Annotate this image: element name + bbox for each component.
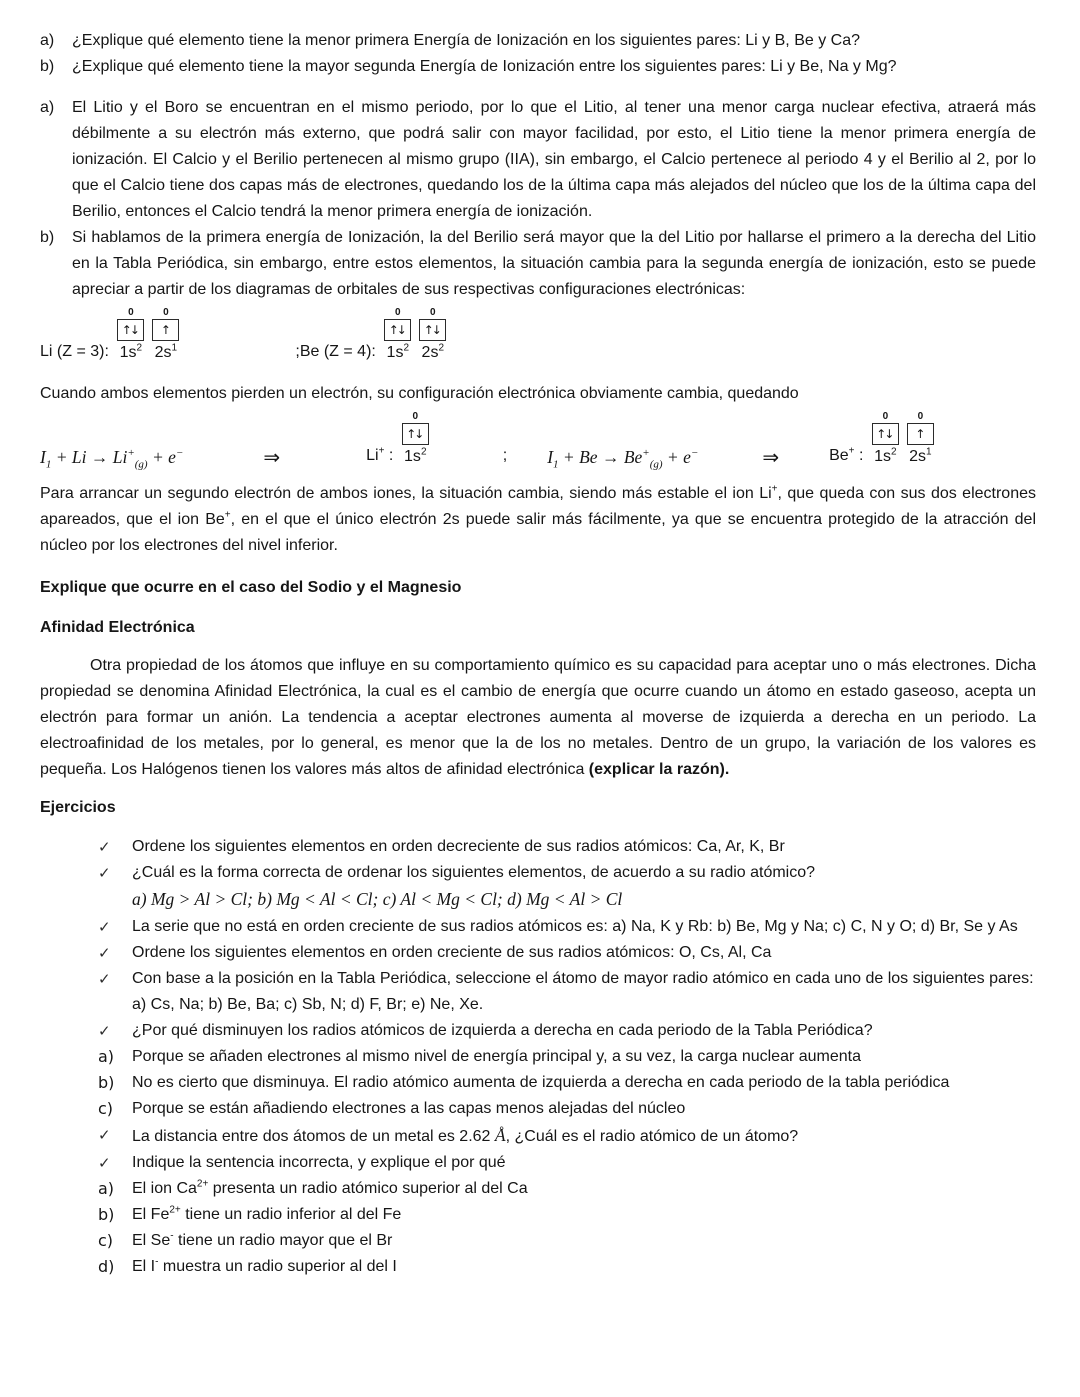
item-bullet: b): [98, 1205, 115, 1224]
li-ionization-equation: $I_1 + Li \to Li^+_{(g)} + e^-$: [40, 447, 184, 471]
list-row: [40, 54, 1036, 80]
electron-count-label: 0: [128, 307, 134, 318]
li-ion-config: [366, 411, 433, 469]
answer-list: [40, 95, 1036, 303]
exercise-item: [40, 834, 1036, 860]
question-list: [40, 28, 1036, 80]
item-bullet: d): [98, 1257, 115, 1276]
check-icon: ✓: [98, 918, 111, 936]
item-text: El ion $Ca^{2+}$ presenta un radio atómico superior al del Ca: [132, 1178, 528, 1197]
orbital-box: ↑↓: [419, 319, 446, 341]
check-icon: ✓: [98, 1154, 111, 1172]
row-text: Si hablamos de la primera energía de Ionización, la del Berilio será mayor que la del Litio por hallarse el primero a la derecha del Litio en la Tabla Periódica, sin embargo, entre estos elementos, la situación cambia para la segunda energía de ionización, esto se puede apreciar a partir de los diagramas de orbitales de sus respectivas configuraciones electrónicas:: [72, 229, 1036, 298]
config-prefix: Li (Z = 3):: [40, 343, 114, 360]
orbital: [152, 307, 179, 365]
config-prefix: Be (Z = 4):: [299, 343, 381, 360]
be-ion-config: [829, 411, 938, 469]
be-config-diagram: [300, 307, 450, 365]
exercise-item: [40, 886, 1036, 914]
orbital: [872, 411, 899, 469]
item-bullet: a): [98, 1179, 115, 1198]
row-marker: b): [40, 58, 55, 75]
exercise-item: [40, 1122, 1036, 1150]
exercise-item: [40, 1254, 1036, 1280]
check-icon: ✓: [98, 864, 111, 882]
exercise-item: [40, 1228, 1036, 1254]
check-icon: ✓: [98, 944, 111, 962]
item-text: Porque se están añadiendo electrones a las capas menos alejadas del núcleo: [132, 1100, 686, 1117]
electron-count-label: 0: [163, 307, 169, 318]
row-text: El Litio y el Boro se encuentran en el mismo periodo, por lo que el Litio, al tener una menor carga nuclear efectiva, atraerá más débilmente a su electrón más externo, que podrá salir con mayor facilidad, por esto, el Litio tiene la menor primera energía de ionización. El Calcio y el Berilio pertenecen al mismo grupo (IIA), sin embargo, el Calcio pertenece al periodo 4 y el Berilio al 2, por lo que el Calcio tiene dos capas más de electrones, quedando los de la última capa más alejados del núcleo que los de la última capa del Berilio, entonces el Calcio tendrá la menor primera energía de ionización.: [72, 99, 1036, 220]
item-bullet: a): [98, 1047, 115, 1066]
electron-count-label: 0: [917, 411, 924, 422]
orbital: [117, 307, 144, 365]
item-bullet: b): [98, 1073, 115, 1092]
electron-count-label: 0: [412, 411, 419, 422]
row-marker: b): [40, 229, 55, 246]
item-text: La distancia entre dos átomos de un metal es 2.62 Å, ¿Cuál es el radio atómico de un átomo?: [132, 1125, 799, 1145]
item-bullet: [98, 886, 132, 914]
config-separator: ;: [295, 343, 300, 360]
orbital-config-label: $1s^2$: [874, 446, 897, 465]
electron-count-label: 0: [430, 307, 436, 318]
orbital: [907, 411, 934, 469]
orbital: [384, 307, 411, 365]
item-bullet: c): [98, 1099, 114, 1118]
orbital-config-label: $1s^2$: [404, 446, 427, 465]
check-icon: ✓: [98, 970, 111, 988]
implies-arrow-icon: ⇒: [762, 445, 780, 469]
be-ionization-equation: $I_1 + Be \to Be^+_{(g)} + e^-$: [547, 447, 699, 471]
check-icon: ✓: [98, 838, 111, 856]
exercise-item: [40, 1096, 1036, 1122]
orbital-box: ↑↓: [402, 423, 429, 445]
exercise-item: [40, 1018, 1036, 1044]
implies-arrow-icon: ⇒: [263, 445, 281, 469]
list-row: [40, 225, 1036, 303]
item-text: El I- muestra un radio superior al del I: [132, 1256, 397, 1275]
orbital-config-label: $2s^1$: [909, 446, 932, 465]
row-text: ¿Explique qué elemento tiene la menor primera Energía de Ionización en los siguientes pares: Li y B, Be y Ca?: [72, 32, 860, 49]
emphasis-line: Explique que ocurre en el caso del Sodio y el Magnesio: [40, 579, 462, 596]
list-row: [40, 28, 1036, 54]
electron-count-label: 0: [395, 307, 401, 318]
item-text: Indique la sentencia incorrecta, y explique el por qué: [132, 1154, 506, 1171]
config-prefix: Be+ :: [829, 445, 868, 464]
item-text: El Se- tiene un radio mayor que el Br: [132, 1230, 393, 1249]
row-text: ¿Explique qué elemento tiene la mayor segunda Energía de Ionización entre los siguientes pares: Li y Be, Na y Mg?: [72, 58, 897, 75]
row-marker: a): [40, 32, 55, 49]
section-heading: Afinidad Electrónica: [40, 619, 195, 636]
explanation-paragraph: Para arrancar un segundo electrón de ambos iones, la situación cambia, siendo más estable el ion Li+, que queda con sus dos electrones apareados, que el ion Be+, en el que el único electrón 2s puede salir más fácilmente, ya que se encuentra protegido de la atracción del núcleo por los electrones del nivel inferior.: [40, 483, 1036, 554]
orbital: [402, 411, 429, 469]
electron-count-label: 0: [882, 411, 889, 422]
exercise-list: [40, 834, 1036, 1280]
orbital-config-label: $1s^2$: [119, 342, 143, 361]
row-marker: a): [40, 99, 55, 116]
orbital-diagram-row: [40, 307, 1036, 365]
item-text: La serie que no está en orden creciente de sus radios atómicos es: a) Na, K y Rb: b) Be, Mg y Na; c) C, N y O; d) Br, Se y As: [132, 918, 1018, 935]
orbital-config-label: $1s^2$: [386, 342, 410, 361]
orbital-box: ↑: [152, 319, 179, 341]
item-text: Ordene los siguientes elementos en orden creciente de sus radios atómicos: O, Cs, Al, Ca: [132, 944, 772, 961]
orbital-box: ↑↓: [384, 319, 411, 341]
orbital-config-label: $2s^2$: [421, 342, 445, 361]
exercise-item: [40, 1176, 1036, 1202]
ionization-equation-row: [40, 411, 1036, 469]
item-text: a) Mg > Al > Cl; b) Mg < Al < Cl; c) Al < Mg < Cl; d) Mg < Al > Cl: [132, 889, 623, 909]
orbital-box: ↑↓: [872, 423, 899, 445]
exercises-heading: Ejercicios: [40, 799, 116, 816]
item-text: No es cierto que disminuya. El radio atómico aumenta de izquierda a derecha en cada periodo de la tabla periódica: [132, 1074, 950, 1091]
orbital-config-label: $2s^1$: [154, 342, 178, 361]
check-icon: ✓: [98, 1022, 111, 1040]
item-bullet: c): [98, 1231, 114, 1250]
item-text: Con base a la posición en la Tabla Periódica, seleccione el átomo de mayor radio atómico en cada uno de los siguientes pares: a) Cs, Na; b) Be, Ba; c) Sb, N; d) F, Br; e) Ne, Xe.: [132, 970, 1034, 1013]
li-config-diagram: [40, 307, 183, 365]
exercise-item: [40, 966, 1036, 1018]
list-row: [40, 95, 1036, 225]
exercise-item: [40, 1070, 1036, 1096]
transition-paragraph: Cuando ambos elementos pierden un electrón, su configuración electrónica obviamente cambia, quedando: [40, 385, 799, 402]
exercise-item: [40, 940, 1036, 966]
orbital: [419, 307, 446, 365]
orbital-box: ↑: [907, 423, 934, 445]
equation-separator: ;: [502, 447, 508, 464]
item-text: ¿Por qué disminuyen los radios atómicos de izquierda a derecha en cada periodo de la Tabla Periódica?: [132, 1022, 873, 1039]
config-prefix: Li+ :: [366, 445, 398, 464]
exercise-item: [40, 1202, 1036, 1228]
check-icon: ✓: [98, 1126, 111, 1144]
exercise-item: [40, 1044, 1036, 1070]
item-text: El $Fe^{2+}$ tiene un radio inferior al del Fe: [132, 1204, 402, 1223]
item-text: ¿Cuál es la forma correcta de ordenar los siguientes elementos, de acuerdo a su radio atómico?: [132, 864, 816, 881]
exercise-item: [40, 1150, 1036, 1176]
affinity-paragraph: Otra propiedad de los átomos que influye en su comportamiento químico es su capacidad para aceptar uno o más electrones. Dicha propiedad se denomina Afinidad Electrónica, la cual es el cambio de energía que ocurre cuando un átomo en estado gaseoso, acepta un electrón para formar un anión. La tendencia a aceptar electrones aumenta al moverse de izquierda a derecha en un periodo. La electroafinidad de los metales, por lo general, es menor que la de los no metales. Dentro de un grupo, la variación de los valores es pequeña. Los Halógenos tienen los valores más altos de afinidad electrónica (explicar la razón).: [40, 657, 1036, 778]
orbital-box: ↑↓: [117, 319, 144, 341]
exercise-item: [40, 860, 1036, 886]
item-text: Porque se añaden electrones al mismo nivel de energía principal y, a su vez, la carga nuclear aumenta: [132, 1048, 862, 1065]
item-text: Ordene los siguientes elementos en orden decreciente de sus radios atómicos: Ca, Ar, K, Br: [132, 838, 785, 855]
exercise-item: [40, 914, 1036, 940]
